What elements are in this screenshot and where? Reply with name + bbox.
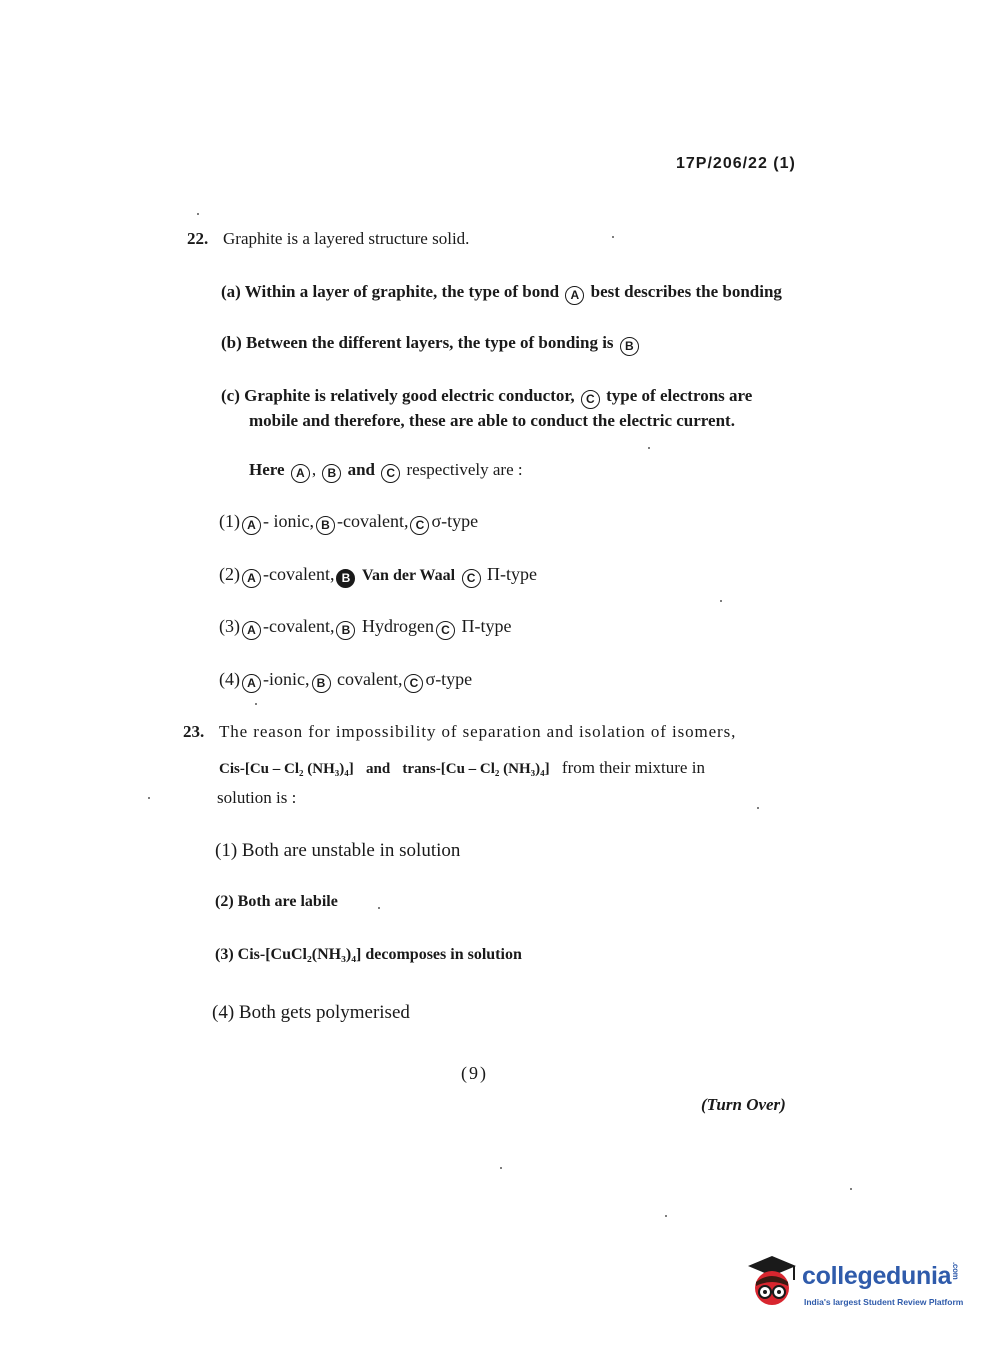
option-c-value: σ-type [431, 511, 479, 531]
option-number: (3) [219, 616, 240, 636]
part-c-text-end: type of electrons are [606, 386, 753, 405]
option-c-value: Π-type [487, 564, 538, 584]
option-number: (1) [219, 511, 240, 531]
part-a-text: Within a layer of graphite, the type of bond [244, 282, 560, 301]
circle-a-icon: A [242, 674, 261, 693]
circle-b-icon: B [620, 337, 639, 356]
here-label: Here [249, 460, 285, 479]
q22-part-b [221, 333, 641, 356]
scan-speck [378, 907, 380, 909]
page-number: (9) [461, 1063, 488, 1083]
turn-over-note: (Turn Over) [701, 1095, 786, 1114]
circle-b-icon: B [316, 516, 335, 535]
paper-code: 17P/206/22 (1) [676, 155, 796, 172]
circle-b-icon: B [312, 674, 331, 693]
circle-a-icon: A [242, 621, 261, 640]
circle-a-icon: A [242, 516, 261, 535]
option-number: (2) [219, 564, 240, 584]
part-c-text: Graphite is relatively good electric conductor, [244, 386, 575, 405]
collegedunia-mascot-icon [742, 1252, 800, 1314]
option-a-value: -ionic, [263, 669, 310, 689]
option-b-value: covalent, [337, 669, 403, 689]
q22-part-a [221, 282, 782, 305]
brand-tld: .com [951, 1262, 961, 1280]
circle-c-icon: C [404, 674, 423, 693]
q22-option-4 [219, 669, 472, 693]
and-word: and [365, 761, 391, 777]
part-a-text-end: best describes the bonding [590, 282, 782, 301]
q23-option-4: (4) Both gets polymerised [212, 1002, 410, 1023]
circle-c-icon: C [410, 516, 429, 535]
circle-c-icon: C [581, 390, 600, 409]
scan-speck [648, 447, 650, 449]
option-a-value: - ionic, [263, 511, 314, 531]
scan-speck [720, 600, 722, 602]
here-and: and [347, 460, 375, 479]
option-c-value: σ-type [425, 669, 473, 689]
question-23-line-2 [219, 758, 705, 778]
part-b-label: (b) [221, 333, 242, 352]
question-22-number: 22. [187, 229, 209, 248]
option-b-value: -covalent, [337, 511, 409, 531]
q23-option-1: (1) Both are unstable in solution [215, 840, 461, 861]
part-c-line-2: mobile and therefore, these are able to conduct the electric current. [249, 411, 735, 430]
q22-option-2 [219, 564, 537, 588]
here-statement [249, 460, 523, 483]
scan-speck [665, 1215, 667, 1217]
q22-part-c [221, 386, 752, 409]
brand-name: collegedunia [802, 1262, 952, 1290]
circle-c-icon: C [436, 621, 455, 640]
option-a-value: -covalent, [263, 616, 335, 636]
scan-speck [148, 797, 150, 799]
q23-option-2: (2) Both are labile [215, 893, 338, 910]
part-b-text: Between the different layers, the type of bonding is [246, 333, 614, 352]
circle-a-icon: A [291, 464, 310, 483]
part-c-label: (c) [221, 386, 240, 405]
circle-b-icon: B [336, 621, 355, 640]
line-2-end: from their mixture in [561, 758, 705, 777]
question-22-stem: Graphite is a layered structure solid. [223, 229, 470, 248]
question-23-number: 23. [183, 722, 205, 741]
trans-complex: trans-[Cu – Cl₂ (NH₃)₄] [402, 761, 550, 777]
here-sep: , [311, 460, 317, 479]
scan-speck [197, 213, 199, 215]
option-c-value: Π-type [461, 616, 512, 636]
q23-option-3: (3) Cis-[CuCl₂(NH₃)₄] decomposes in solution [215, 946, 522, 963]
scan-speck [612, 236, 614, 238]
cis-complex: Cis-[Cu – Cl₂ (NH₃)₄] [219, 761, 354, 777]
scan-speck [757, 807, 759, 809]
q22-option-1 [219, 511, 478, 535]
question-23-line-3: solution is : [217, 788, 297, 807]
brand-tagline: India's largest Student Review Platform [804, 1297, 964, 1307]
question-23-line-1: The reason for impossibility of separation and isolation of isomers, [219, 722, 737, 741]
part-a-label: (a) [221, 282, 241, 301]
circle-c-icon: C [381, 464, 400, 483]
scan-speck [850, 1188, 852, 1190]
scan-speck [255, 703, 257, 705]
option-b-value: Van der Waal [361, 567, 456, 584]
q22-option-3 [219, 616, 511, 640]
circle-a-icon: A [565, 286, 584, 305]
option-number: (4) [219, 669, 240, 689]
collegedunia-watermark [742, 1252, 967, 1318]
circle-b-icon: B [336, 569, 355, 588]
circle-a-icon: A [242, 569, 261, 588]
circle-b-icon: B [322, 464, 341, 483]
circle-c-icon: C [462, 569, 481, 588]
option-b-value: Hydrogen [361, 616, 434, 636]
option-a-value: -covalent, [263, 564, 335, 584]
scan-speck [500, 1167, 502, 1169]
here-text: respectively are : [406, 460, 523, 479]
